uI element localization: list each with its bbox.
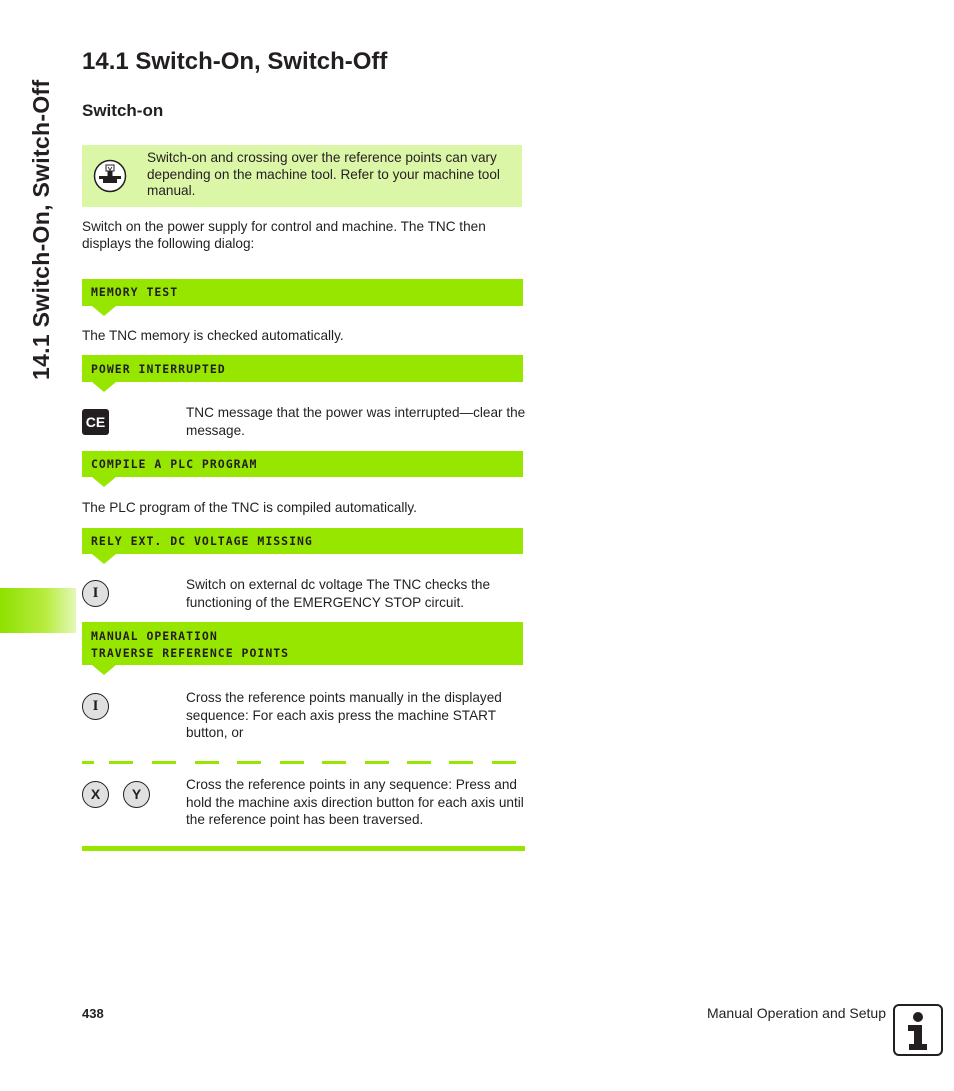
dialog-memory-test <box>82 279 523 306</box>
dialog-compile-plc <box>82 451 523 477</box>
machine-note-box <box>82 145 522 207</box>
machine-start-key[interactable]: I <box>82 693 109 720</box>
flow-arrow <box>92 382 116 392</box>
footer-section-title: Manual Operation and Setup <box>706 1005 886 1021</box>
intro-text: Switch on the power supply for control and machine. The TNC then displays the following dialog: <box>82 219 486 251</box>
axis-x-key[interactable]: X <box>82 781 109 808</box>
axis-y-key[interactable]: Y <box>123 781 150 808</box>
flow-arrow <box>92 665 116 675</box>
alternative-divider <box>82 761 523 764</box>
section-end-rule <box>82 846 525 851</box>
flow-arrow <box>92 306 116 316</box>
note-text: Switch-on and crossing over the reference points can vary depending on the machine tool. Refer to your machine tool manual. <box>147 150 500 198</box>
dialog-manual-operation <box>82 622 523 665</box>
machine-tool-icon <box>93 159 127 193</box>
memory-checked-text: The TNC memory is checked automatically. <box>82 328 344 343</box>
switch-ext-description: Switch on external dc voltage The TNC checks the functioning of the EMERGENCY STOP circuit. <box>186 577 491 610</box>
info-glyph-icon <box>895 1006 941 1054</box>
side-chapter-title: 14.1 Switch-On, Switch-Off <box>28 79 54 380</box>
cross-manual-description: Cross the reference points manually in the displayed sequence: For each axis press the machine START button, or <box>186 690 502 740</box>
dialog-compile-plc-label: COMPILE A PLC PROGRAM <box>91 457 258 471</box>
info-icon <box>893 1004 943 1056</box>
section-title: Switch-on <box>82 101 164 120</box>
dialog-rely-voltage-label: RELY EXT. DC VOLTAGE MISSING <box>91 534 313 548</box>
ce-key[interactable]: CE <box>82 409 109 435</box>
dialog-manual-operation-label: MANUAL OPERATION <box>91 629 218 643</box>
ce-description: TNC message that the power was interrupted—clear the message. <box>186 405 526 438</box>
flow-arrow <box>92 477 116 487</box>
machine-start-key[interactable]: I <box>82 580 109 607</box>
chapter-tab-marker <box>0 588 76 633</box>
dialog-power-interrupted <box>82 355 523 382</box>
flow-arrow <box>92 554 116 564</box>
dialog-memory-test-label: MEMORY TEST <box>91 285 179 299</box>
page-title: 14.1 Switch-On, Switch-Off <box>82 48 388 75</box>
cross-any-description: Cross the reference points in any sequence: Press and hold the machine axis direction button for each axis until the reference point has been traversed. <box>186 777 524 827</box>
dialog-rely-voltage <box>82 528 523 554</box>
dialog-power-interrupted-label: POWER INTERRUPTED <box>91 362 226 376</box>
plc-compiled-text: The PLC program of the TNC is compiled automatically. <box>82 500 417 515</box>
page-number: 438 <box>82 1006 104 1021</box>
dialog-traverse-ref-label: TRAVERSE REFERENCE POINTS <box>91 646 290 660</box>
